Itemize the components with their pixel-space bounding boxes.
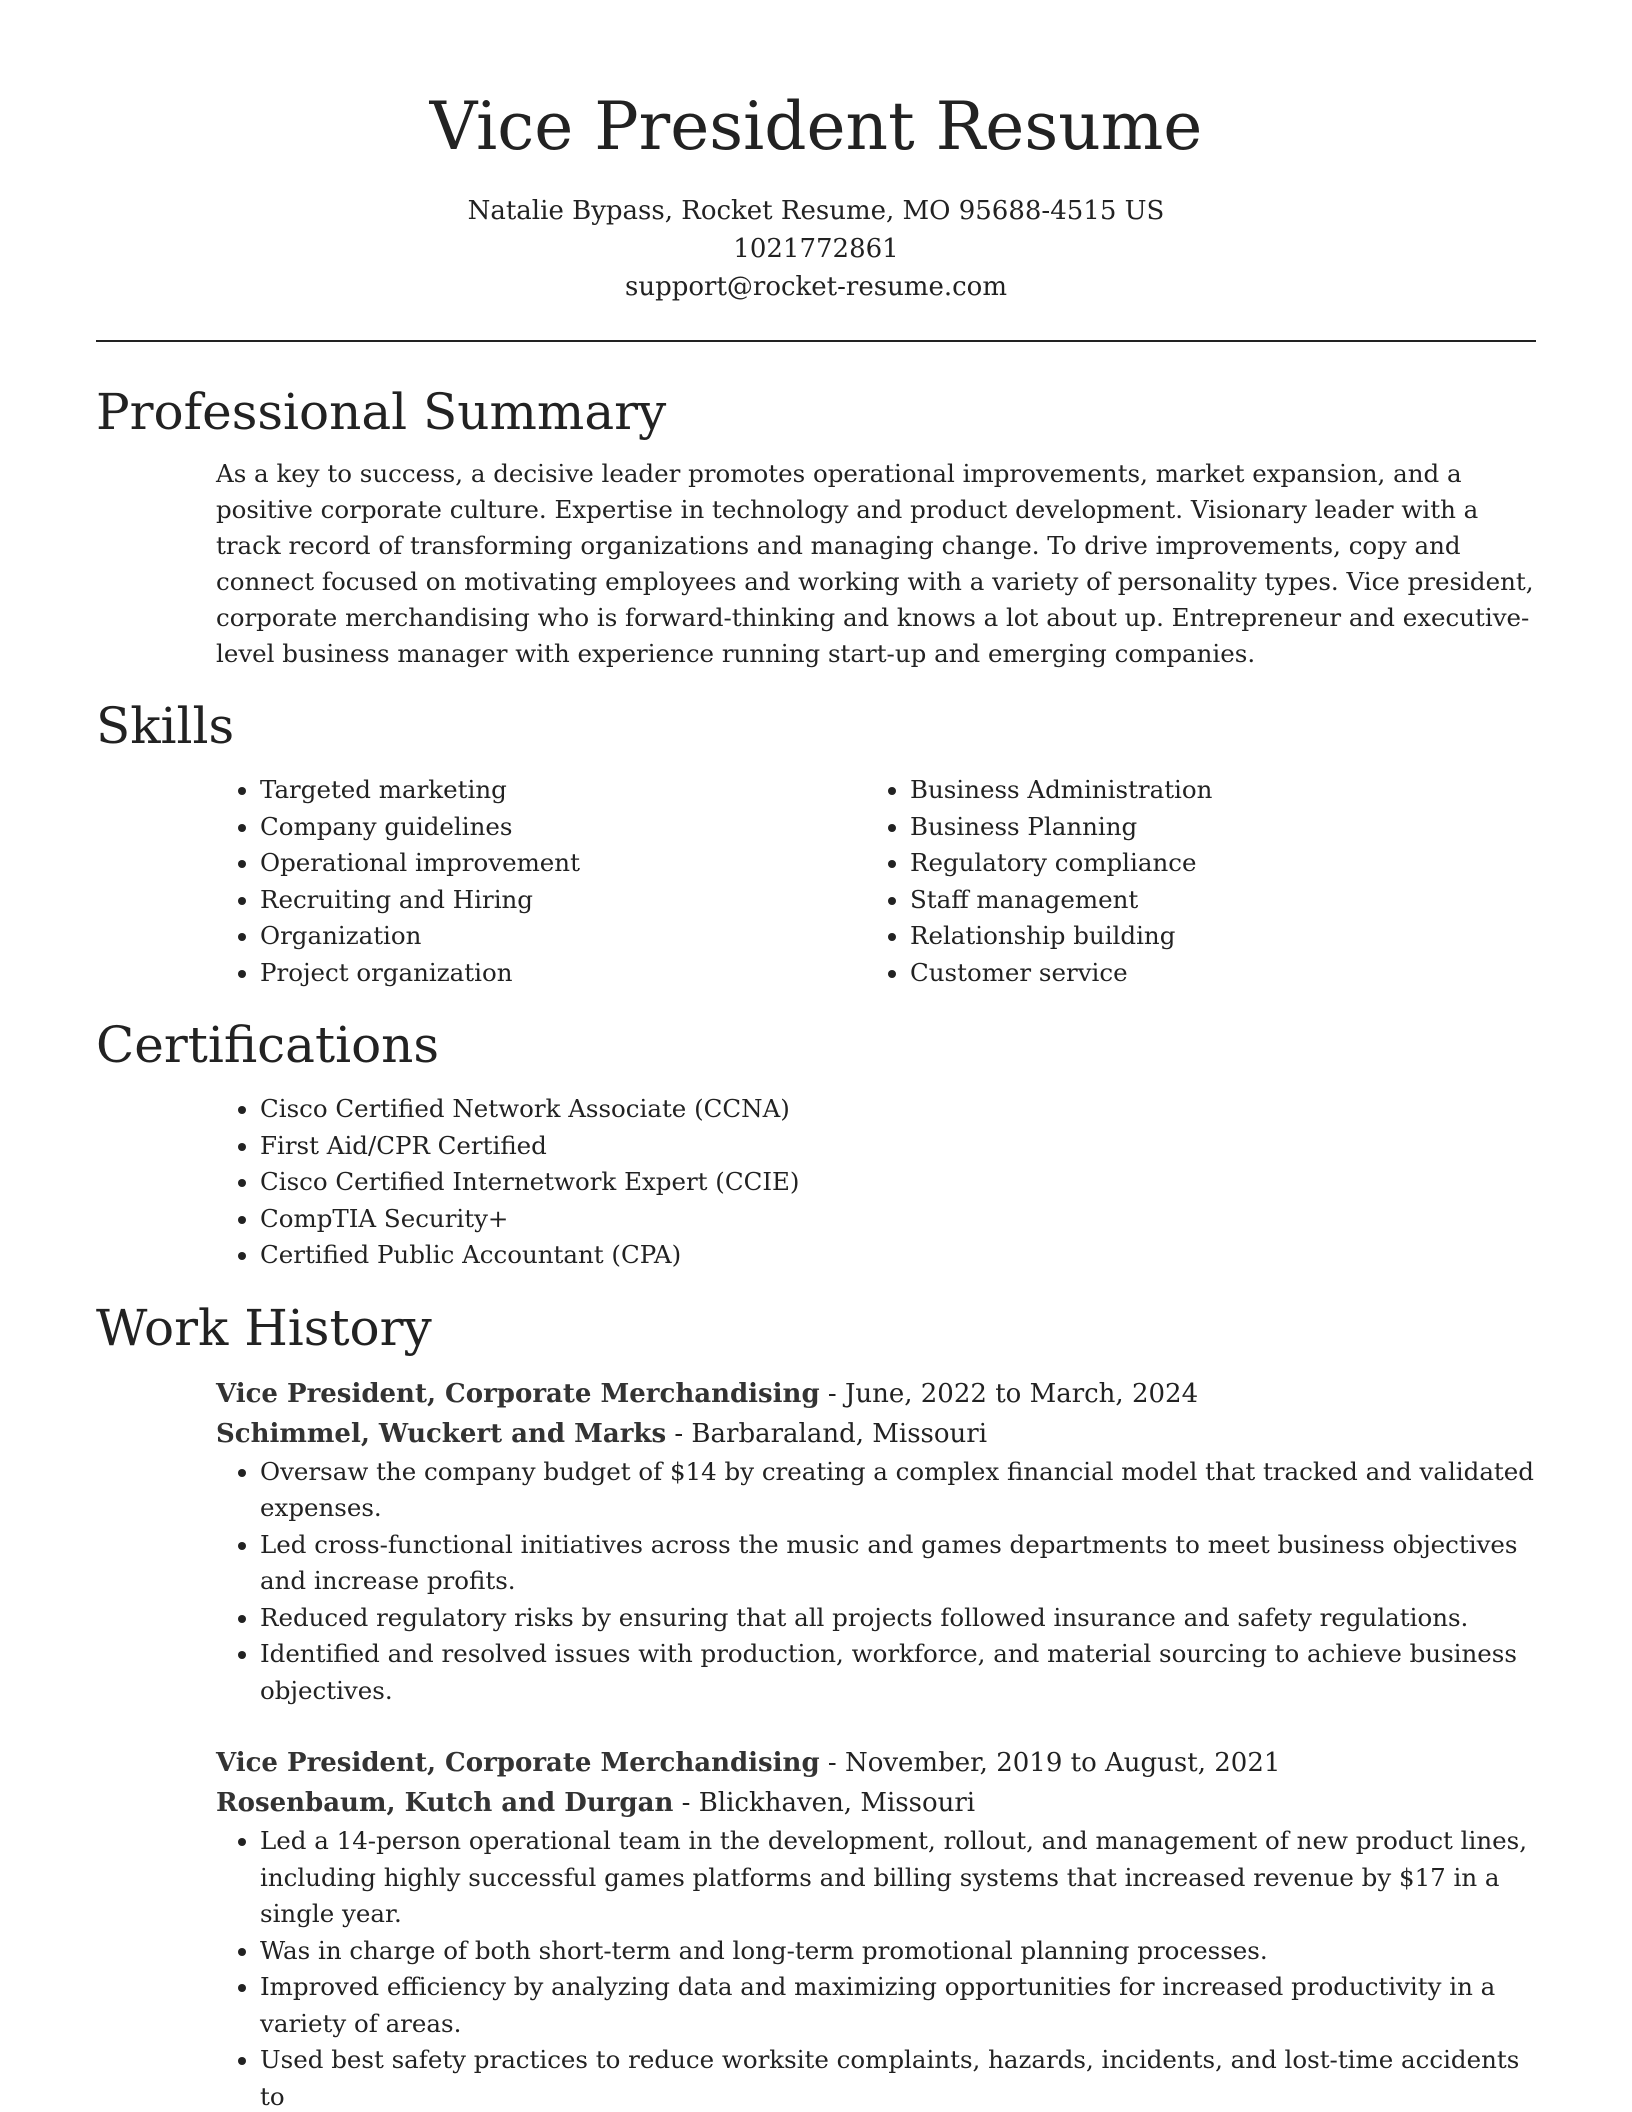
certification-item: • CompTIA Security+ — [260, 1201, 1536, 1238]
skill-item: • Relationship building — [910, 918, 1516, 955]
skill-item: • Staff management — [910, 882, 1516, 919]
job-bullets — [216, 1454, 1536, 1710]
header-divider — [96, 340, 1536, 342]
job-bullet: • Reduced regulatory risks by ensuring that all projects followed insurance and safety regulations. — [260, 1600, 1536, 1637]
skill-item: • Targeted marketing — [260, 772, 866, 809]
certifications-heading: Certifications — [96, 1016, 440, 1074]
skill-item: • Business Planning — [910, 809, 1516, 846]
skills-column-right — [866, 772, 1516, 991]
job-bullet: • Oversaw the company budget of $14 by creating a complex financial model that tracked and validated expenses. — [260, 1454, 1536, 1527]
skills-columns — [216, 772, 1536, 991]
certifications-list — [216, 1091, 1536, 1274]
job-title: Vice President, Corporate Merchandising — [216, 1378, 820, 1409]
skill-item: • Regulatory compliance — [910, 845, 1516, 882]
job-dates: - November, 2019 to August, 2021 — [819, 1748, 1281, 1778]
job-title-line — [216, 1743, 1536, 1783]
contact-info — [0, 192, 1632, 306]
page-title: Vice President Resume — [429, 88, 1203, 165]
contact-address: Natalie Bypass, Rocket Resume, MO 95688-4515 US — [467, 196, 1165, 226]
job-title: Vice President, Corporate Merchandising — [216, 1748, 820, 1778]
certification-item: • Cisco Certified Network Associate (CCNA) — [260, 1091, 1536, 1128]
job-bullet: • Led a 14-person operational team in the development, rollout, and management of new product lines, including highly successful games platforms and billing systems that increased revenue by $17 in a single year. — [260, 1823, 1536, 1933]
summary-heading: Professional Summary — [96, 383, 667, 441]
skills-heading: Skills — [96, 697, 235, 755]
skill-item: • Company guidelines — [260, 809, 866, 846]
skill-item: • Business Administration — [910, 772, 1516, 809]
job-bullets — [216, 1823, 1536, 2112]
job-company-line — [216, 1414, 1536, 1454]
skills-list-left — [216, 772, 866, 991]
skill-item: • Customer service — [910, 955, 1516, 992]
job-title-line — [216, 1374, 1536, 1414]
skill-item: • Organization — [260, 918, 866, 955]
certifications-section — [216, 1091, 1536, 1274]
certification-item: • Certified Public Accountant (CPA) — [260, 1237, 1536, 1274]
job-bullet: • Identified and resolved issues with production, workforce, and material sourcing to achieve business objectives. — [260, 1636, 1536, 1709]
job-bullet: • Was in charge of both short-term and long-term promotional planning processes. — [260, 1933, 1536, 1970]
summary-text: As a key to success, a decisive leader promotes operational improvements, market expansion, and a positive corporate culture. Expertise in technology and product development. Visionary leader with a track record of transforming organizations and managing change. To drive improvements, copy and connect focused on motivating employees and working with a variety of personality types. Vice president, corporate merchandising who is forward-thinking and knows a lot about up. Entrepreneur and executive-level business manager with experience running start-up and emerging companies. — [216, 459, 1534, 668]
job-bullet: • Improved efficiency by analyzing data and maximizing opportunities for increased productivity in a variety of areas. — [260, 1969, 1536, 2042]
job-dates: - June, 2022 to March, 2024 — [819, 1378, 1199, 1409]
job-location: - Blickhaven, Missouri — [673, 1788, 976, 1818]
job-company-line — [216, 1783, 1536, 1823]
certification-item: • First Aid/CPR Certified — [260, 1128, 1536, 1165]
job-entry — [216, 1743, 1536, 2112]
work-history-heading: Work History — [96, 1298, 432, 1357]
job-company: Rosenbaum, Kutch and Durgan — [216, 1788, 674, 1818]
job-bullet: • Led cross-functional initiatives across the music and games departments to meet business objectives and increase profits. — [260, 1527, 1536, 1600]
certification-item: • Cisco Certified Internetwork Expert (CCIE) — [260, 1164, 1536, 1201]
job-location: - Barbaraland, Missouri — [666, 1418, 988, 1449]
resume-header — [0, 0, 1632, 306]
skill-item: • Recruiting and Hiring — [260, 882, 866, 919]
contact-phone: 1021772861 — [733, 234, 899, 264]
job-company: Schimmel, Wuckert and Marks — [216, 1418, 667, 1449]
contact-email: support@rocket-resume.com — [624, 272, 1007, 302]
job-entry — [216, 1374, 1536, 1710]
skills-column-left — [216, 772, 866, 991]
skill-item: • Operational improvement — [260, 845, 866, 882]
skills-list-right — [866, 772, 1516, 991]
skill-item: • Project organization — [260, 955, 866, 992]
job-bullet: • Used best safety practices to reduce worksite complaints, hazards, incidents, and lost-time accidents to — [260, 2042, 1536, 2112]
